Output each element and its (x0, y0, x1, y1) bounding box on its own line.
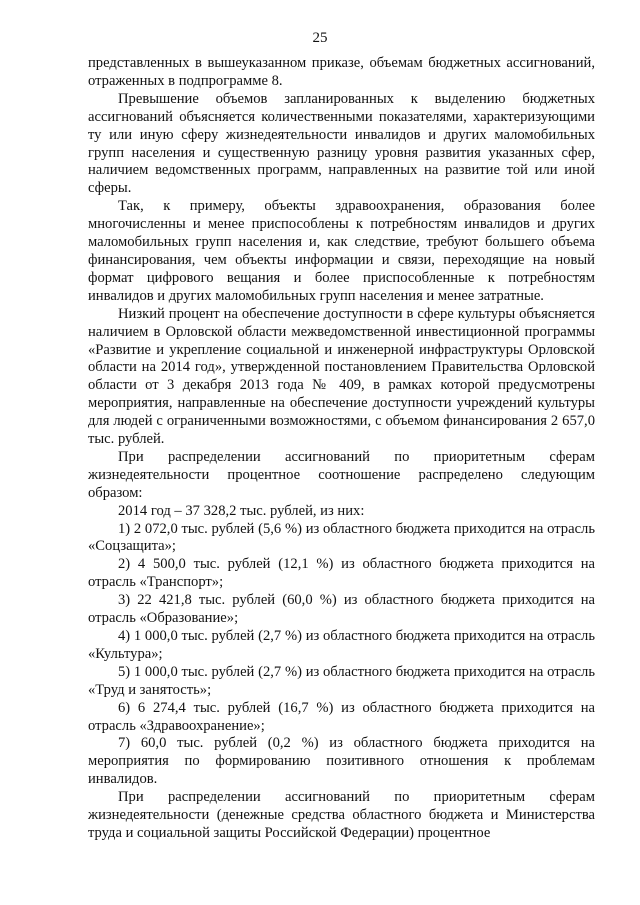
list-item-social-protection: 1) 2 072,0 тыс. рублей (5,6 %) из областного бюджета приходится на отрасль «Соцзащита»; (88, 520, 595, 555)
paragraph-excess-explanation: Превышение объемов запланированных к выделению бюджетных ассигнований объясняется количественными показателями, характеризующими ту или иную сферу жизнедеятельности инвалидов и других маломобильных групп населения и существенную разницу уровня развития указанных сфер, наличием ведомственных программ, направленных на развитие той или иной сферы. (88, 90, 595, 197)
list-item-healthcare: 6) 6 274,4 тыс. рублей (16,7 %) из областного бюджета приходится на отрасль «Здравоохранение»; (88, 699, 595, 734)
list-item-culture: 4) 1 000,0 тыс. рублей (2,7 %) из областного бюджета приходится на отрасль «Культура»; (88, 628, 595, 662)
paragraph-distribution-intro: При распределении ассигнований по приоритетным сферам жизнедеятельности процентное соотношение распределено следующим образом: (88, 448, 595, 501)
list-item-transport: 2) 4 500,0 тыс. рублей (12,1 %) из областного бюджета приходится на отрасль «Транспорт»; (88, 556, 595, 591)
paragraph-example: Так, к примеру, объекты здравоохранения, образования более многочисленны и менее приспособлены к потребностям инвалидов и других маломобильных групп населения и, как следствие, требуют большего объема финансирования, чем объекты информации и связи, переходящие на новый формат цифрового вещания и более приспособленные к потребностям инвалидов и других маломобильных групп населения и менее затратные. (88, 198, 595, 304)
document-body (88, 55, 595, 843)
list-item-labor: 5) 1 000,0 тыс. рублей (2,7 %) из областного бюджета приходится на отрасль «Труд и занятость»; (88, 663, 595, 698)
paragraph-distribution-federal: При распределении ассигнований по приоритетным сферам жизнедеятельности (денежные средства областного бюджета и Министерства труда и социальной защиты Российской Федерации) процентное (88, 789, 595, 841)
paragraph-year-total: 2014 год – 37 328,2 тыс. рублей, из них: (118, 502, 365, 519)
list-item-education: 3) 22 421,8 тыс. рублей (60,0 %) из областного бюджета приходится на отрасль «Образование»; (88, 592, 595, 627)
page-number: 25 (312, 30, 328, 46)
list-item-attitude-measures: 7) 60,0 тыс. рублей (0,2 %) из областного бюджета приходится на мероприятия по формированию позитивного отношения к проблемам инвалидов. (88, 735, 595, 788)
paragraph-continuation: представленных в вышеуказанном приказе, объемам бюджетных ассигнований, отраженных в подпрограмме 8. (88, 55, 595, 89)
paragraph-culture-program: Низкий процент на обеспечение доступности в сфере культуры объясняется наличием в Орловской области межведомственной инвестиционной программы «Развитие и укрепление социальной и инженерной инфраструктуры Орловской области на 2014 год», утвержденной постановлением Правительства Орловской области от 3 декабря 2013 года № 409, в рамках которой предусмотрены мероприятия, направленные на обеспечение доступности учреждений культуры для людей с ограниченными возможностями, с объемом финансирования 2 657,0 тыс. рублей. (88, 305, 595, 448)
